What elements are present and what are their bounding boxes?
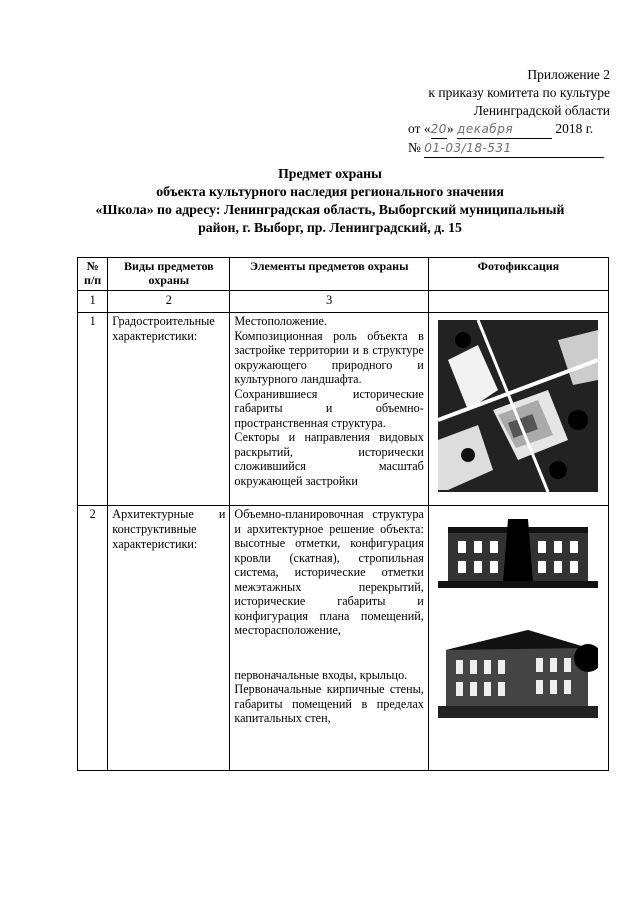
facade-photo bbox=[438, 513, 598, 588]
row-number: 2 bbox=[78, 506, 108, 771]
element-text: Сохранившиеся исторические габариты и объемно-пространственная структура. bbox=[234, 386, 424, 430]
appendix-header bbox=[370, 66, 610, 158]
header-kind: Виды предметов охраны bbox=[108, 258, 230, 291]
appendix-region-label: Ленинградской области bbox=[473, 103, 610, 118]
header-elements: Элементы предметов охраны bbox=[230, 258, 428, 291]
element-text: Композиционная роль объекта в застройке территории и в структуре окружающего природного и культурного ландшафта. bbox=[234, 328, 424, 386]
col-num-2: 2 bbox=[108, 291, 230, 313]
table-row bbox=[78, 506, 609, 771]
column-numbering-row bbox=[78, 291, 609, 313]
element-text: первоначальные входы, крыльцо. bbox=[234, 667, 408, 682]
order-date: от «20» декабря 2018 г. bbox=[370, 120, 610, 139]
order-number-value: 01-03/18-531 bbox=[424, 139, 604, 158]
element-text: Объемно-планировочная структура и архитектурное решение объекта: высотные отметки, конфигурация кровли (скатная), стропильная система, исторические отметки межэтажных перекрытий, исторические габариты и конфигурация плана помещений, месторасположение, bbox=[234, 507, 424, 637]
table-row bbox=[78, 313, 609, 506]
building-photo bbox=[438, 618, 598, 718]
row-kind: Архитектурные и конструктивные характеристики: bbox=[108, 506, 230, 771]
header-photo: Фотофиксация bbox=[428, 258, 608, 291]
aerial-photo bbox=[438, 320, 598, 492]
date-month: декабря bbox=[457, 120, 552, 139]
col-num-3: 3 bbox=[230, 291, 428, 313]
element-text: Первоначальные кирпичные стены, габариты помещений в пределах капитальных стен, bbox=[234, 682, 424, 725]
row-photo-cell bbox=[428, 506, 608, 771]
row-kind: Градостроительные характеристики: bbox=[108, 313, 230, 506]
date-day: 20 bbox=[431, 120, 447, 139]
title-line-3: «Школа» по адресу: Ленинградская область, Выборгский муниципальный bbox=[95, 202, 565, 217]
row-elements bbox=[230, 506, 428, 771]
appendix-label: Приложение 2 bbox=[527, 67, 610, 82]
header-number: № п/п bbox=[78, 258, 108, 291]
document-title bbox=[60, 165, 600, 237]
title-line-4: район, г. Выборг, пр. Ленинградский, д. 15 bbox=[198, 220, 462, 235]
order-number: № 01-03/18-531 bbox=[370, 139, 610, 158]
row-number: 1 bbox=[78, 313, 108, 506]
table-header-row bbox=[78, 258, 609, 291]
col-num-1: 1 bbox=[78, 291, 108, 313]
protection-subject-table bbox=[77, 257, 609, 771]
appendix-order-label: к приказу комитета по культуре bbox=[428, 85, 610, 100]
element-text: Секторы и направления видовых раскрытий, исторически сложившийся масштаб окружающей застройки bbox=[234, 430, 424, 488]
title-line-1: Предмет охраны bbox=[278, 166, 382, 181]
col-num-4 bbox=[428, 291, 608, 313]
row-photo-cell bbox=[428, 313, 608, 506]
title-line-2: объекта культурного наследия регионального значения bbox=[156, 184, 504, 199]
row-elements bbox=[230, 313, 428, 506]
element-text: Местоположение. bbox=[234, 314, 327, 328]
